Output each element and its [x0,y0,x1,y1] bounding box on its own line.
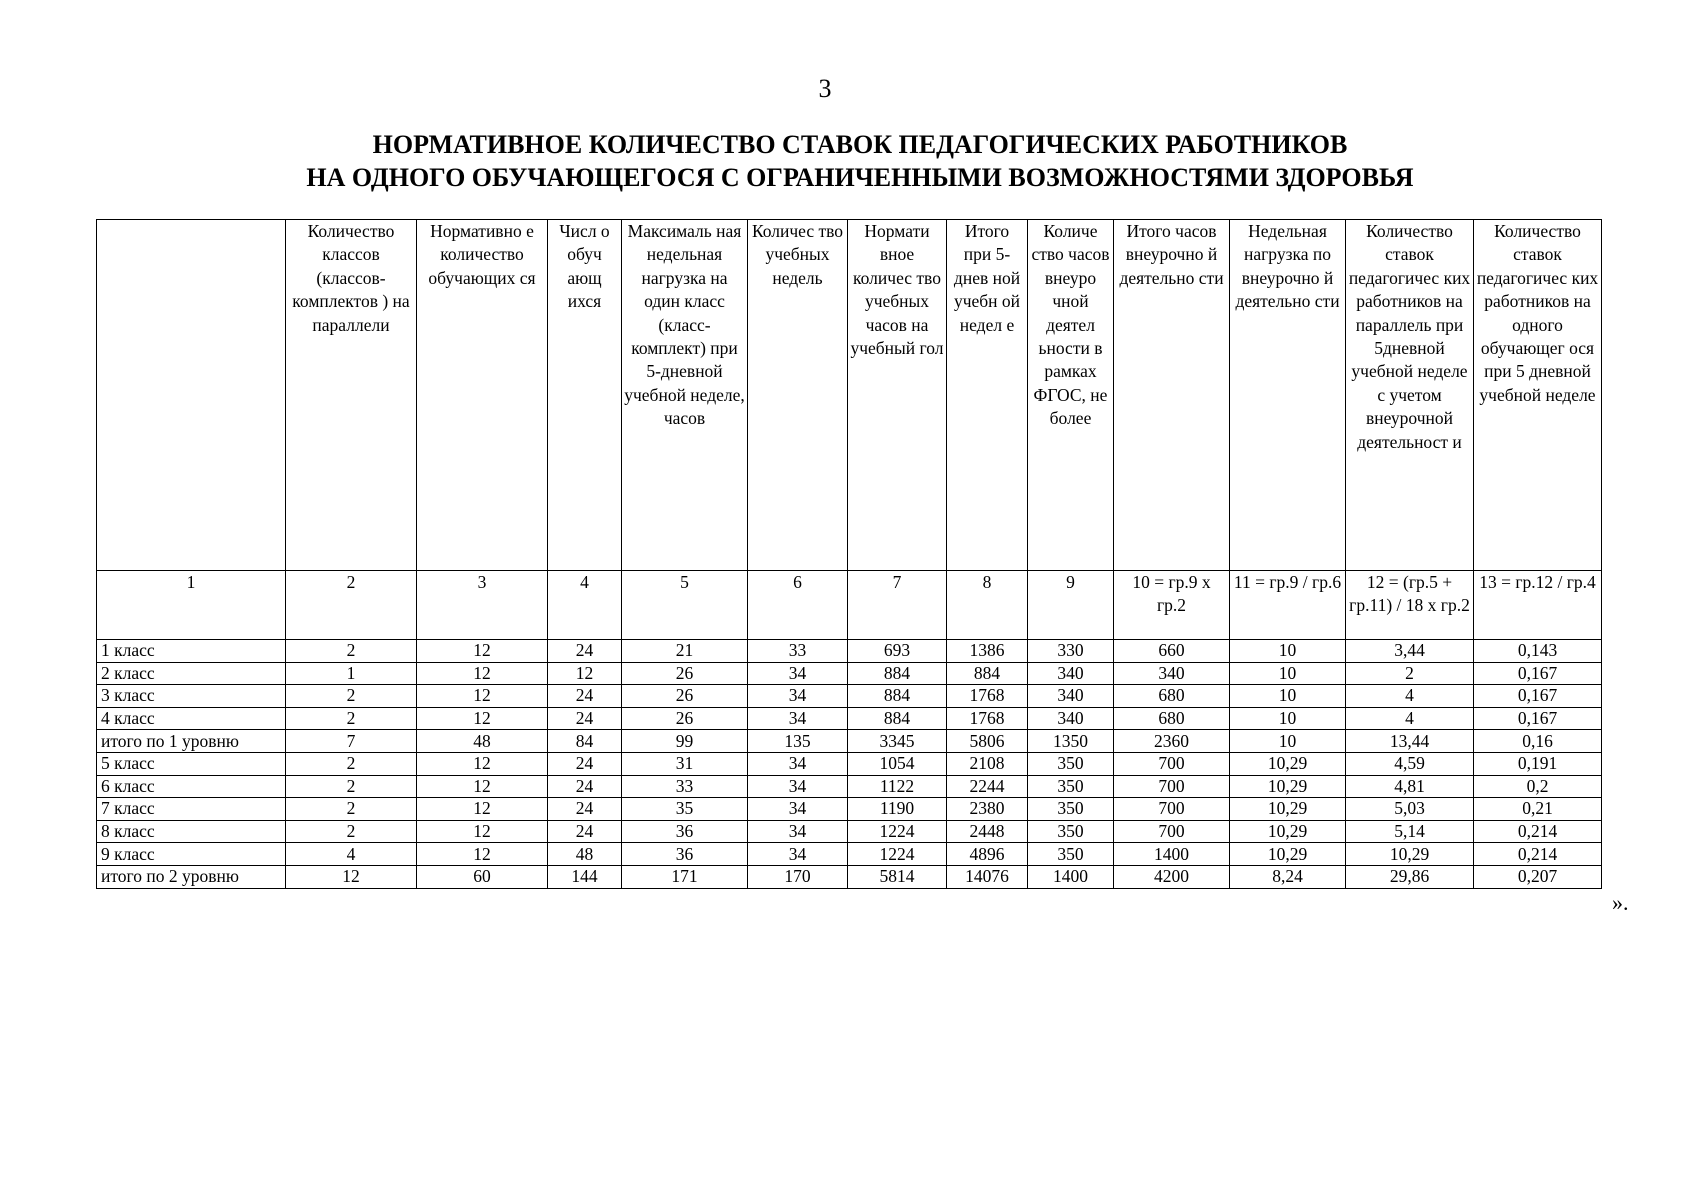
table-cell: 1400 [1114,843,1230,866]
table-cell: 2380 [947,798,1028,821]
column-number-6: 6 [748,571,848,640]
table-cell: 1386 [947,640,1028,663]
table-cell: 3,44 [1346,640,1474,663]
table-cell: 144 [548,865,622,888]
table-cell: 884 [947,662,1028,685]
column-header-4: Числ о обуч ающ ихся [548,220,622,571]
table-cell: 10 [1230,662,1346,685]
table-cell: 3345 [848,730,947,753]
table-cell: 10,29 [1230,775,1346,798]
table-cell: 1054 [848,752,947,775]
table-cell: 36 [622,820,748,843]
table-cell: 99 [622,730,748,753]
column-number-11: 11 = гр.9 / гр.6 [1230,571,1346,640]
table-cell: 4 [1346,685,1474,708]
table-cell: 330 [1028,640,1114,663]
table-cell: 2108 [947,752,1028,775]
table-row [97,685,1602,708]
table-cell: 26 [622,685,748,708]
table-cell: 34 [748,662,848,685]
column-header-3: Нормативно е количество обучающих ся [417,220,548,571]
column-header-2: Количество классов (классов-комплектов ) на параллели [286,220,417,571]
table-cell: 680 [1114,685,1230,708]
table-cell: 1224 [848,820,947,843]
table-cell: 0,143 [1474,640,1602,663]
table-row [97,798,1602,821]
table-cell: 340 [1028,707,1114,730]
table-cell: 340 [1028,662,1114,685]
table-cell: 48 [417,730,548,753]
table-cell: 24 [548,775,622,798]
table-cell: 26 [622,662,748,685]
table-cell: 2 [1346,662,1474,685]
table-cell: 680 [1114,707,1230,730]
table-cell: 2 [286,775,417,798]
table-cell: 34 [748,707,848,730]
table-cell: 350 [1028,843,1114,866]
table-cell: 350 [1028,798,1114,821]
column-header-6: Количес тво учебных недель [748,220,848,571]
row-label: 8 класс [97,820,286,843]
row-label: 4 класс [97,707,286,730]
column-header-11: Недельная нагрузка по внеурочно й деятельно сти [1230,220,1346,571]
table-cell: 340 [1114,662,1230,685]
table-cell: 700 [1114,820,1230,843]
closing-quote-mark: ». [1612,890,1629,915]
column-number-2: 2 [286,571,417,640]
table-cell: 340 [1028,685,1114,708]
column-number-5: 5 [622,571,748,640]
table-cell: 171 [622,865,748,888]
table-row [97,730,1602,753]
table-cell: 0,167 [1474,685,1602,708]
column-number-3: 3 [417,571,548,640]
table-cell: 4200 [1114,865,1230,888]
table-cell: 36 [622,843,748,866]
table-cell: 34 [748,775,848,798]
table-cell: 12 [417,752,548,775]
table-cell: 1350 [1028,730,1114,753]
column-header-10: Итого часов внеурочно й деятельно сти [1114,220,1230,571]
page-number: 3 [818,74,832,103]
table-cell: 12 [417,775,548,798]
table-cell: 4896 [947,843,1028,866]
table-cell: 0,191 [1474,752,1602,775]
table-row [97,752,1602,775]
table-cell: 34 [748,685,848,708]
table-cell: 12 [548,662,622,685]
table-cell: 1 [286,662,417,685]
table-cell: 884 [848,662,947,685]
row-label: 3 класс [97,685,286,708]
column-header-13: Количество ставок педагогичес ких работников на одного обучающег ося при 5 дневной учебной неделе [1474,220,1602,571]
table-cell: 1190 [848,798,947,821]
table-row [97,775,1602,798]
table-cell: 21 [622,640,748,663]
table-cell: 1122 [848,775,947,798]
title-line-1: НОРМАТИВНОЕ КОЛИЧЕСТВО СТАВОК ПЕДАГОГИЧЕСКИХ РАБОТНИКОВ [372,130,1348,159]
table-cell: 1768 [947,707,1028,730]
table-cell: 2 [286,640,417,663]
table-cell: 5806 [947,730,1028,753]
table-cell: 350 [1028,775,1114,798]
table-row [97,820,1602,843]
table-cell: 4,81 [1346,775,1474,798]
table-cell: 0,16 [1474,730,1602,753]
column-header-8: Итого при 5-днев ной учебн ой недел е [947,220,1028,571]
table-cell: 10,29 [1230,820,1346,843]
table-cell: 12 [417,707,548,730]
table-cell: 7 [286,730,417,753]
table-cell: 700 [1114,798,1230,821]
table-cell: 2 [286,820,417,843]
table-cell: 5814 [848,865,947,888]
table-cell: 10 [1230,707,1346,730]
table-cell: 2 [286,752,417,775]
table-cell: 12 [417,820,548,843]
table-cell: 24 [548,820,622,843]
column-number-1: 1 [97,571,286,640]
table-cell: 0,167 [1474,707,1602,730]
header-row [97,220,1602,571]
table-cell: 4 [286,843,417,866]
table-cell: 34 [748,843,848,866]
table-cell: 26 [622,707,748,730]
column-header-12: Количество ставок педагогичес ких работников на параллель при 5дневной учебной неделе с учетом внеурочной деятельност и [1346,220,1474,571]
table-cell: 2360 [1114,730,1230,753]
table-cell: 2 [286,707,417,730]
column-header-1 [97,220,286,571]
table-cell: 24 [548,752,622,775]
title-line-2: НА ОДНОГО ОБУЧАЮЩЕГОСЯ С ОГРАНИЧЕННЫМИ ВОЗМОЖНОСТЯМИ ЗДОРОВЬЯ [306,163,1414,192]
table-cell: 5,14 [1346,820,1474,843]
table-cell: 33 [622,775,748,798]
table-cell: 4 [1346,707,1474,730]
table-cell: 884 [848,707,947,730]
table-cell: 60 [417,865,548,888]
document-title [0,128,1697,194]
table-cell: 35 [622,798,748,821]
table-cell: 2 [286,798,417,821]
table-cell: 12 [417,662,548,685]
table-cell: 2 [286,685,417,708]
table-cell: 10 [1230,640,1346,663]
table-cell: 693 [848,640,947,663]
column-number-7: 7 [848,571,947,640]
row-label: итого по 1 уровню [97,730,286,753]
column-header-7: Нормати вное количес тво учебных часов на учебный гол [848,220,947,571]
table-cell: 2448 [947,820,1028,843]
table-cell: 34 [748,752,848,775]
row-label: 6 класс [97,775,286,798]
table-cell: 1768 [947,685,1028,708]
staffing-norms-table [96,219,1602,889]
row-label: 2 класс [97,662,286,685]
table-cell: 12 [286,865,417,888]
table-cell: 48 [548,843,622,866]
table-cell: 5,03 [1346,798,1474,821]
table-row [97,662,1602,685]
table-cell: 33 [748,640,848,663]
table-cell: 0,207 [1474,865,1602,888]
row-label: итого по 2 уровню [97,865,286,888]
column-number-row [97,571,1602,640]
table-row [97,843,1602,866]
table-cell: 34 [748,820,848,843]
column-number-4: 4 [548,571,622,640]
table-cell: 0,167 [1474,662,1602,685]
column-number-12: 12 = (гр.5 + гр.11) / 18 х гр.2 [1346,571,1474,640]
column-number-13: 13 = гр.12 / гр.4 [1474,571,1602,640]
row-label: 5 класс [97,752,286,775]
table-cell: 24 [548,707,622,730]
table-cell: 12 [417,640,548,663]
table-row [97,640,1602,663]
table-cell: 0,214 [1474,843,1602,866]
row-label: 9 класс [97,843,286,866]
table-cell: 12 [417,685,548,708]
table-cell: 31 [622,752,748,775]
table-cell: 12 [417,843,548,866]
table-cell: 0,2 [1474,775,1602,798]
table-cell: 84 [548,730,622,753]
table-cell: 700 [1114,752,1230,775]
table-cell: 24 [548,685,622,708]
table-cell: 660 [1114,640,1230,663]
table-cell: 350 [1028,820,1114,843]
table-cell: 4,59 [1346,752,1474,775]
row-label: 7 класс [97,798,286,821]
table-cell: 170 [748,865,848,888]
table-cell: 1224 [848,843,947,866]
table-row [97,865,1602,888]
table-cell: 700 [1114,775,1230,798]
table-cell: 1400 [1028,865,1114,888]
table-cell: 10 [1230,730,1346,753]
table-cell: 24 [548,798,622,821]
table-cell: 2244 [947,775,1028,798]
column-number-9: 9 [1028,571,1114,640]
table-cell: 135 [748,730,848,753]
column-number-8: 8 [947,571,1028,640]
table-cell: 24 [548,640,622,663]
row-label: 1 класс [97,640,286,663]
table-cell: 10,29 [1230,752,1346,775]
table-row [97,707,1602,730]
table-cell: 0,214 [1474,820,1602,843]
column-number-10: 10 = гр.9 х гр.2 [1114,571,1230,640]
table-cell: 29,86 [1346,865,1474,888]
table-cell: 10,29 [1230,843,1346,866]
table-cell: 8,24 [1230,865,1346,888]
table-cell: 34 [748,798,848,821]
table-cell: 0,21 [1474,798,1602,821]
table-cell: 14076 [947,865,1028,888]
column-header-9: Количе ство часов внеуро чной деятел ьности в рамках ФГОС, не более [1028,220,1114,571]
table-cell: 884 [848,685,947,708]
table-cell: 13,44 [1346,730,1474,753]
table-cell: 10 [1230,685,1346,708]
column-header-5: Максималь ная недельная нагрузка на один класс (класс-комплект) при 5-дневной учебной неделе, часов [622,220,748,571]
table-cell: 10,29 [1230,798,1346,821]
table-cell: 12 [417,798,548,821]
table-cell: 350 [1028,752,1114,775]
table-cell: 10,29 [1346,843,1474,866]
